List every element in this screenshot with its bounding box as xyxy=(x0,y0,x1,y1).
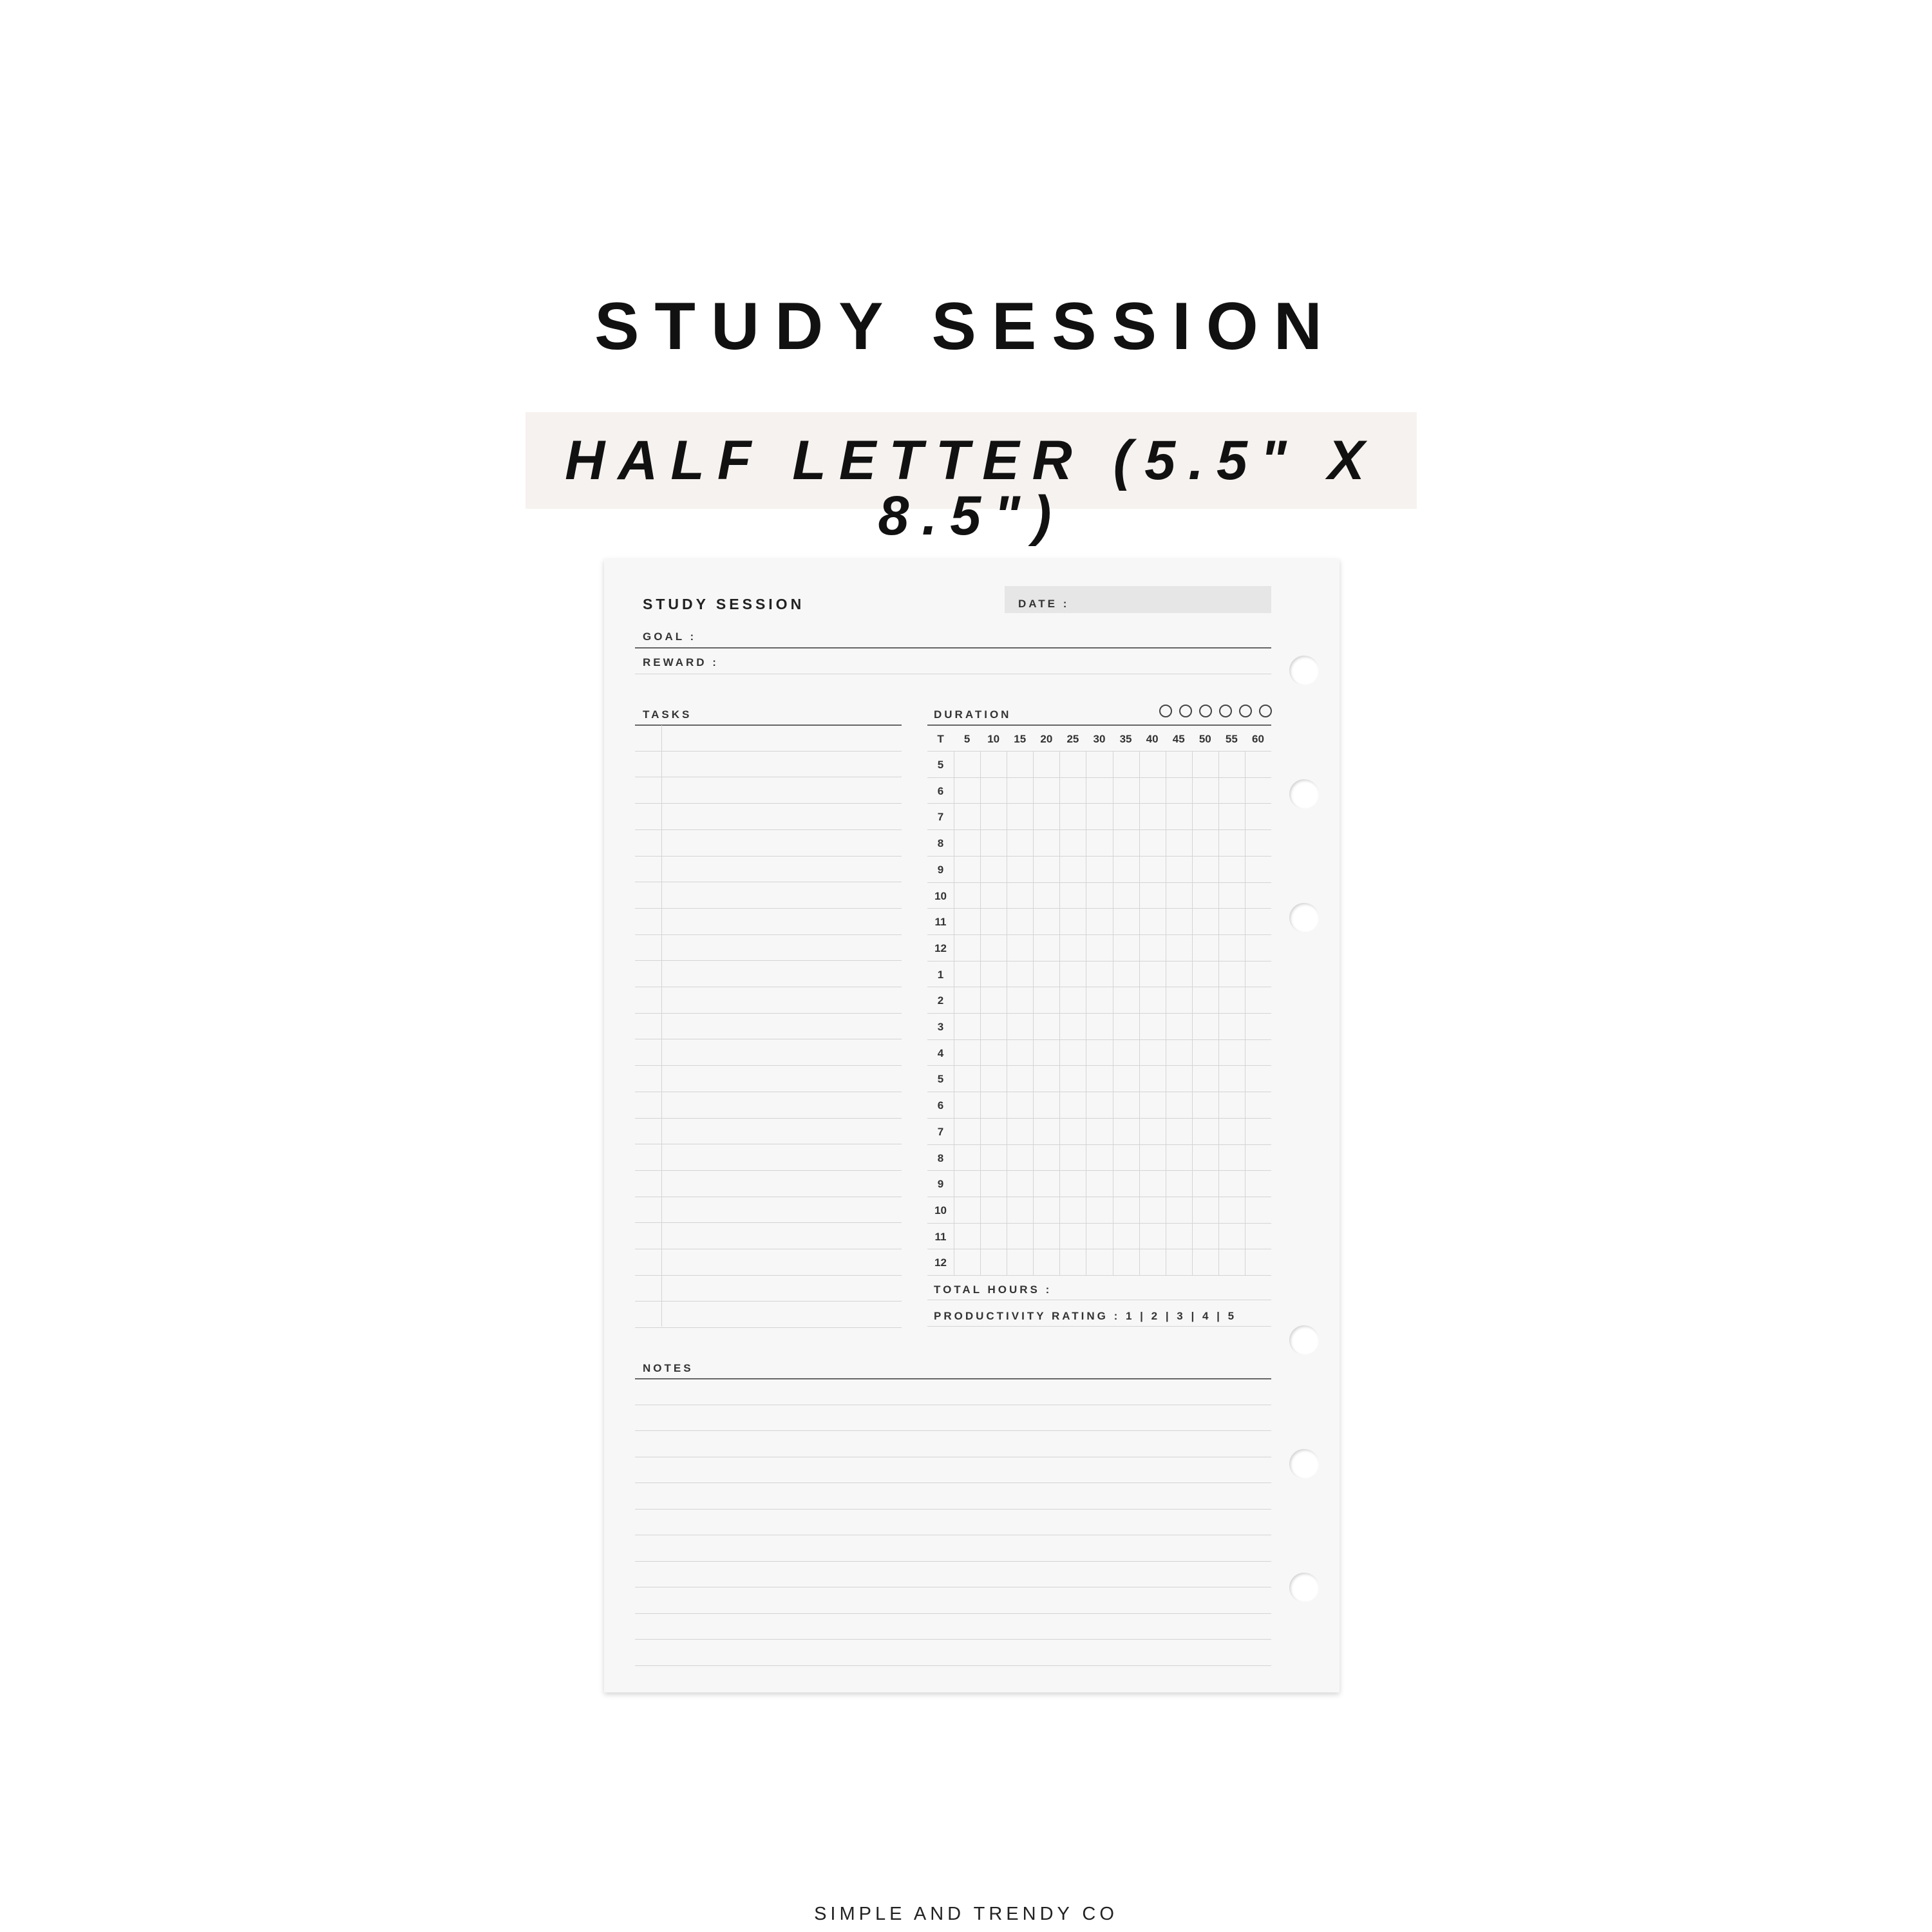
punch-hole xyxy=(1289,1449,1319,1479)
punch-hole xyxy=(1289,903,1319,933)
punch-hole xyxy=(1289,779,1319,809)
duration-row-hour: 12 xyxy=(934,942,947,954)
punch-hole xyxy=(1289,1325,1319,1355)
duration-column-header: 60 xyxy=(1251,733,1264,745)
duration-circle[interactable] xyxy=(1259,705,1272,717)
duration-label: DURATION xyxy=(934,708,1012,721)
grid-row-line xyxy=(927,751,1271,752)
productivity-line xyxy=(927,1326,1271,1327)
notes-line[interactable] xyxy=(635,1665,1271,1666)
duration-row-hour: 10 xyxy=(934,1204,947,1217)
duration-column-header: 50 xyxy=(1198,733,1211,745)
total-hours-label: TOTAL HOURS : xyxy=(934,1283,1052,1296)
duration-row-hour: 4 xyxy=(937,1047,944,1059)
grid-row-line xyxy=(927,1223,1271,1224)
duration-column-header: 20 xyxy=(1040,733,1053,745)
notes-line[interactable] xyxy=(635,1613,1271,1614)
duration-circle[interactable] xyxy=(1239,705,1252,717)
duration-row-hour: 6 xyxy=(937,785,944,797)
duration-column-header: 5 xyxy=(963,733,971,745)
duration-circle[interactable] xyxy=(1179,705,1192,717)
task-line[interactable] xyxy=(635,960,902,961)
duration-circle[interactable] xyxy=(1159,705,1172,717)
grid-row-line xyxy=(927,1170,1271,1171)
reward-label: REWARD : xyxy=(643,656,719,668)
duration-circle[interactable] xyxy=(1219,705,1232,717)
duration-column-header: 55 xyxy=(1225,733,1238,745)
planner-sheet xyxy=(604,559,1340,1692)
grid-row-line xyxy=(927,934,1271,935)
duration-row-hour: 8 xyxy=(937,837,944,849)
format-banner xyxy=(526,412,1417,547)
duration-column-header: 25 xyxy=(1066,733,1079,745)
notes-line[interactable] xyxy=(635,1430,1271,1431)
notes-label: NOTES xyxy=(643,1362,694,1374)
grid-row-line xyxy=(927,908,1271,909)
task-line[interactable] xyxy=(635,1222,902,1223)
grid-row-line xyxy=(927,1039,1271,1040)
duration-column-header: 10 xyxy=(987,733,1000,745)
brand-footer: SIMPLE AND TRENDY CO xyxy=(814,1904,1118,1924)
duration-row-hour: 8 xyxy=(937,1152,944,1164)
task-line[interactable] xyxy=(635,1065,902,1066)
duration-column-header: 35 xyxy=(1119,733,1132,745)
productivity-rating: PRODUCTIVITY RATING : 1 | 2 | 3 | 4 | 5 xyxy=(934,1310,1237,1322)
tasks-label: TASKS xyxy=(643,708,692,721)
notes-line[interactable] xyxy=(635,1561,1271,1562)
goal-line[interactable] xyxy=(635,647,1271,649)
grid-row-line xyxy=(927,856,1271,857)
task-line[interactable] xyxy=(635,934,902,935)
task-line[interactable] xyxy=(635,751,902,752)
task-line[interactable] xyxy=(635,908,902,909)
sheet-title: STUDY SESSION xyxy=(643,596,805,612)
duration-row-hour: 12 xyxy=(934,1256,947,1269)
duration-row-hour: 3 xyxy=(937,1021,944,1033)
task-line[interactable] xyxy=(635,1275,902,1276)
duration-row-hour: 5 xyxy=(937,759,944,771)
duration-column-header: 40 xyxy=(1146,733,1159,745)
grid-row-line xyxy=(927,1065,1271,1066)
grid-row-line xyxy=(927,1275,1271,1276)
goal-label: GOAL : xyxy=(643,630,697,643)
duration-row-hour: 5 xyxy=(937,1073,944,1085)
task-line[interactable] xyxy=(635,1013,902,1014)
notes-header-rule xyxy=(635,1378,1271,1379)
task-line[interactable] xyxy=(635,803,902,804)
tasks-header-rule xyxy=(635,724,902,726)
task-line[interactable] xyxy=(635,1327,902,1328)
duration-row-hour: 7 xyxy=(937,1126,944,1138)
duration-row-hour: 9 xyxy=(937,1178,944,1190)
duration-row-hour: 11 xyxy=(934,916,947,928)
notes-line[interactable] xyxy=(635,1639,1271,1640)
grid-row-line xyxy=(927,1144,1271,1145)
task-line[interactable] xyxy=(635,856,902,857)
grid-row-line xyxy=(927,777,1271,778)
task-checkbox-divider xyxy=(661,725,662,1327)
punch-hole xyxy=(1289,1573,1319,1602)
notes-line[interactable] xyxy=(635,1509,1271,1510)
task-line[interactable] xyxy=(635,829,902,830)
format-label: HALF LETTER (5.5" X 8.5") xyxy=(565,430,1378,547)
duration-row-hour: 1 xyxy=(937,969,944,981)
duration-row-hour: 2 xyxy=(937,994,944,1007)
duration-row-hour: 6 xyxy=(937,1099,944,1112)
duration-column-header: 30 xyxy=(1093,733,1106,745)
duration-row-hour: 9 xyxy=(937,864,944,876)
duration-row-hour: 11 xyxy=(934,1231,947,1243)
task-line[interactable] xyxy=(635,1301,902,1302)
grid-row-line xyxy=(927,1013,1271,1014)
grid-row-line xyxy=(927,829,1271,830)
duration-column-header: 15 xyxy=(1014,733,1027,745)
grid-row-line xyxy=(927,882,1271,883)
punch-hole xyxy=(1289,656,1319,685)
grid-row-line xyxy=(927,803,1271,804)
date-label: DATE : xyxy=(1018,598,1070,610)
duration-column-header: 45 xyxy=(1172,733,1185,745)
duration-circle[interactable] xyxy=(1199,705,1212,717)
product-title: STUDY SESSION xyxy=(594,289,1338,364)
grid-row-line xyxy=(927,1118,1271,1119)
duration-row-hour: 7 xyxy=(937,811,944,823)
notes-line[interactable] xyxy=(635,1482,1271,1483)
duration-row-hour: 10 xyxy=(934,890,947,902)
duration-column-header: T xyxy=(937,733,944,745)
task-line[interactable] xyxy=(635,1118,902,1119)
task-line[interactable] xyxy=(635,1170,902,1171)
duration-header-rule xyxy=(927,724,1271,726)
